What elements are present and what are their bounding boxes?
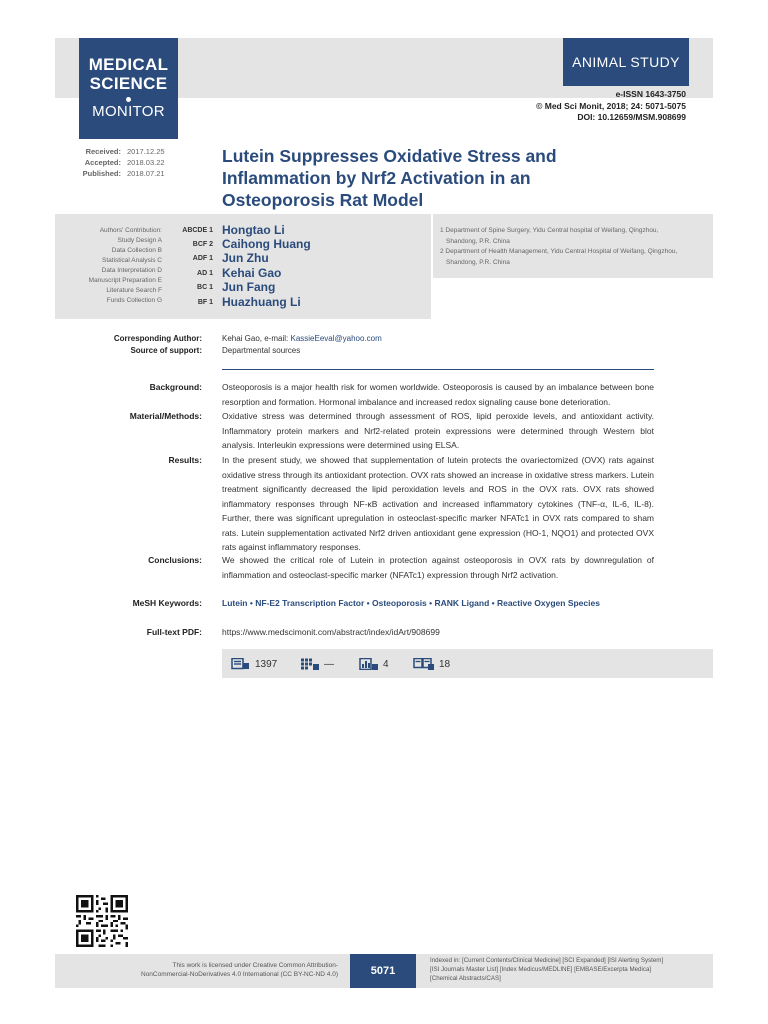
metric-references-value: 18 xyxy=(439,658,451,670)
metric-references xyxy=(413,658,450,670)
affiliation-line: 2 Department of Health Management, Yidu Central Hospital of Weifang, Qingzhou, xyxy=(440,248,678,255)
date-label: Received: xyxy=(85,147,121,156)
author-row xyxy=(164,295,301,309)
date-received xyxy=(60,146,170,157)
logo-line-3: MONITOR xyxy=(92,103,165,120)
date-value: 2017.12.25 xyxy=(127,147,165,156)
author-name: Caihong Huang xyxy=(222,237,311,251)
date-published xyxy=(60,168,170,179)
logo-line-1: MEDICAL xyxy=(88,55,169,74)
background-text: Osteoporosis is a major health risk for women worldwide. Osteoporosis is caused by an imbalance between bone resorption and formation. Hormonal imbalance and increased redox signaling cause bone deterioration. xyxy=(222,382,654,407)
methods-label: Material/Methods: xyxy=(129,411,202,421)
metrics-bar xyxy=(222,649,713,678)
fulltext-link[interactable]: https://www.medscimonit.com/abstract/index/idArt/908699 xyxy=(222,627,440,637)
page-number: 5071 xyxy=(350,954,416,988)
contribution-line: Literature Search F xyxy=(106,287,162,294)
date-accepted xyxy=(60,157,170,168)
contribution-line: Funds Collection G xyxy=(106,297,162,304)
issn: e-ISSN 1643-3750 xyxy=(615,89,686,99)
date-value: 2018.07.21 xyxy=(127,169,165,178)
author-contribution-code: ABCDE 1 xyxy=(182,226,213,234)
author-contribution-code: ADF 1 xyxy=(192,254,213,262)
citation: © Med Sci Monit, 2018; 24: 5071-5075 xyxy=(536,100,686,111)
issn-block xyxy=(536,89,686,124)
conclusions-label: Conclusions: xyxy=(148,555,202,565)
author-row xyxy=(164,223,285,237)
author-name: Huazhuang Li xyxy=(222,295,301,309)
figure-icon xyxy=(359,658,379,670)
support-value: Departmental sources xyxy=(222,346,301,355)
contribution-line: Study Design A xyxy=(117,237,162,244)
results-label: Results: xyxy=(168,455,202,465)
article-type-badge: ANIMAL STUDY xyxy=(563,38,689,86)
qr-code[interactable] xyxy=(76,895,128,947)
author-contribution-code: BC 1 xyxy=(197,283,213,291)
date-label: Accepted: xyxy=(84,158,121,167)
methods-text: Oxidative stress was determined through assessment of ROS, lipid peroxide levels, and antioxidant activity. Inflammatory protein markers and Nrf2-related protein expressions were determined through Western blot analysis. Interleukin expressions were determined using ELSA. xyxy=(222,411,654,450)
dates-block xyxy=(60,146,170,179)
author-name: Kehai Gao xyxy=(222,266,282,280)
author-row xyxy=(164,237,311,251)
author-contribution-code: AD 1 xyxy=(197,269,213,277)
license-line: This work is licensed under Creative Common Attribution- xyxy=(172,962,338,969)
date-label: Published: xyxy=(82,169,121,178)
metric-words-value: 1397 xyxy=(255,658,278,670)
journal-logo[interactable] xyxy=(79,38,178,139)
contribution-line: Statistical Analysis C xyxy=(102,257,162,264)
section-divider xyxy=(222,369,654,370)
table-icon xyxy=(300,658,320,670)
contribution-line: Data Collection B xyxy=(111,247,162,254)
contribution-legend xyxy=(60,226,162,306)
license-line: NonCommercial-NoDerivatives 4.0 International (CC BY-NC-ND 4.0) xyxy=(141,971,338,978)
author-contribution-code: BCF 2 xyxy=(192,240,213,248)
corresponding-name: Kehai Gao, e-mail: xyxy=(222,334,291,343)
document-words-icon xyxy=(231,658,251,670)
contribution-line: Manuscript Preparation E xyxy=(88,277,162,284)
logo-dot xyxy=(126,97,131,102)
corresponding-value xyxy=(222,333,382,345)
mesh-value: Lutein • NF-E2 Transcription Factor • Osteoporosis • RANK Ligand • Reactive Oxygen Species xyxy=(222,598,600,608)
indexing-line: [Chemical Abstracts/CAS] xyxy=(430,975,501,982)
contribution-line: Authors' Contribution: xyxy=(99,227,162,234)
metric-tables-value: — xyxy=(324,658,334,670)
author-name: Hongtao Li xyxy=(222,223,285,237)
author-row xyxy=(164,280,275,294)
indexing-line: [ISI Journals Master List] [Index Medicus/MEDLINE] [EMBASE/Excerpta Medica] xyxy=(430,966,652,973)
author-contribution-code: BF 1 xyxy=(197,298,213,306)
background-label: Background: xyxy=(149,382,202,392)
affiliations xyxy=(440,226,708,268)
corresponding-label: Corresponding Author: xyxy=(113,334,202,343)
references-icon xyxy=(413,658,435,670)
affiliation-line: 1 Department of Spine Surgery, Yidu Central hospital of Weifang, Qingzhou, xyxy=(440,227,659,234)
fulltext-label: Full-text PDF: xyxy=(146,627,202,637)
author-name: Jun Fang xyxy=(222,280,276,294)
results-text: In the present study, we showed that supplementation of lutein protects the ovariectomized (OVX) rats against oxidative stress through its antioxidant protection. OVX rats showed an increase in oxidative stress markers. Lutein treatment significantly decreased the lipid peroxidation levels and ROS in the OVX rats. OVX rats showed inflammatory responses through NF-κB activation and increased inflammatory cytokines (TNF-α, IL-6, IL-8). Further, there was significant upregulation in osteoclast-specific marker NFATc1 in OVX rats compared to sham rats. Lutein supplementation activated Nrf2 driven antioxidant gene expression (HO-1, NQO1) and protected OVX rats against inflammatory responses. xyxy=(222,455,654,552)
article-title: Lutein Suppresses Oxidative Stress and Inflammation by Nrf2 Activation in an Osteoporosis Rat Model xyxy=(222,146,557,210)
author-row xyxy=(164,266,281,280)
license-notice xyxy=(130,961,338,979)
date-value: 2018.03.22 xyxy=(127,158,165,167)
logo-line-2: SCIENCE xyxy=(89,74,168,93)
mesh-label: MeSH Keywords: xyxy=(132,598,202,608)
doi[interactable]: DOI: 10.12659/MSM.908699 xyxy=(577,112,686,122)
metric-words xyxy=(231,658,277,670)
indexing-line: Indexed in: [Current Contents/Clinical Medicine] [SCI Expanded] [ISI Alerting System] xyxy=(430,957,664,964)
author-row xyxy=(164,251,269,265)
affiliation-line: Shandong, P.R. China xyxy=(446,237,510,245)
indexing-info xyxy=(430,956,700,983)
conclusions-text: We showed the critical role of Lutein in protection against osteoporosis in OVX rats by downregulation of inflammation and osteoclast-specific marker (NFATc1) expression through Nrf2 activation. xyxy=(222,555,654,580)
metric-tables xyxy=(300,658,334,670)
contribution-line: Data Interpretation D xyxy=(101,267,162,274)
corresponding-email-link[interactable]: KassieEeval@yahoo.com xyxy=(290,334,382,343)
metric-figures-value: 4 xyxy=(383,658,389,670)
affiliation-line: Shandong, P.R. China xyxy=(446,258,510,266)
metric-figures xyxy=(359,658,389,670)
support-label: Source of support: xyxy=(130,346,202,355)
author-name: Jun Zhu xyxy=(222,251,269,265)
